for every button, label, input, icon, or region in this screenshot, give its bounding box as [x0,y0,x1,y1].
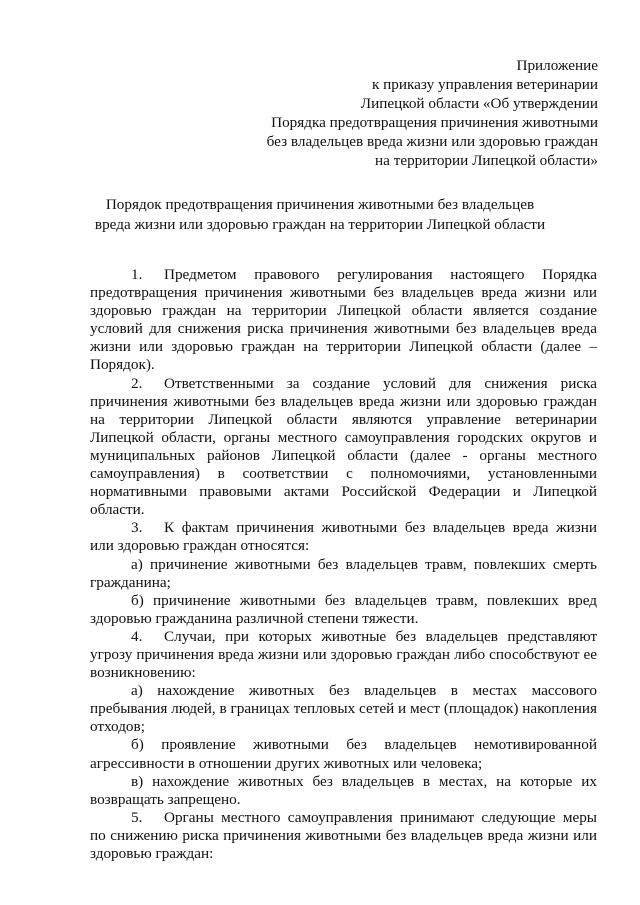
title-line: Порядок предотвращения причинения животными без владельцев [105,196,535,213]
appendix-line: без владельцев вреда жизни или здоровью граждан [266,133,598,150]
appendix-header [218,56,598,170]
section-3 [90,519,597,555]
appendix-line: Приложение [516,57,598,74]
appendix-line: Порядка предотвращения причинения животными [271,114,598,131]
section-text: К фактам причинения животными без владельцев вреда жизни или здоровью граждан относятся: [90,519,597,555]
appendix-line: к приказу управления ветеринарии [371,76,598,93]
section-text: Органы местного самоуправления принимают следующие меры по снижению риска причинения животными без владельцев вреда жизни или здоровью граждан: [90,808,597,862]
document-title [60,195,580,235]
appendix-line: Липецкой области «Об утверждении [360,95,598,112]
section-2 [90,375,597,520]
list-item: а) причинение животными без владельцев травм, повлекших смерть гражданина; [90,555,597,591]
list-item: б) проявление животными без владельцев немотивированной агрессивности в отношении других животных или человека; [90,736,597,772]
section-1 [90,266,597,375]
section-number: 2. [131,374,143,392]
title-line: вреда жизни или здоровью граждан на территории Липецкой области [94,216,546,233]
section-number: 5. [131,808,143,826]
section-text: Ответственными за создание условий для снижения риска причинения животными без владельцев вреда жизни или здоровью граждан на территории Липецкой области являются управление ветеринарии Липецкой области, органы местного самоуправления городских округов и муниципальных районов Липецкой области (далее - органы местного самоуправления) в соответствии с полномочиями, установленными нормативными правовыми актами Российской Федерации и Липецкой области. [90,374,597,519]
section-number: 3. [131,519,143,537]
appendix-line: на территории Липецкой области» [375,152,598,169]
list-item: в) нахождение животных без владельцев в местах, на которые их возвращать запрещено. [90,772,597,808]
section-4 [90,628,597,682]
section-text: Случаи, при которых животные без владельцев представляют угрозу причинения вреда жизни или здоровью граждан либо способствуют ее возникновению: [90,627,597,682]
list-item: б) причинение животными без владельцев травм, повлекших вред здоровью гражданина различной степени тяжести. [90,591,597,627]
section-text: Предметом правового регулирования настоящего Порядка предотвращения причинения животными без владельцев вреда жизни или здоровью граждан на территории Липецкой области является создание условий для снижения риска причинения животными без владельцев вреда жизни или здоровью граждан на территории Липецкой области (далее – Порядок). [90,266,597,374]
list-item: а) нахождение животных без владельцев в местах массового пребывания людей, в границах тепловых сетей и мест (площадок) накопления отходов; [90,682,597,736]
section-number: 1. [131,266,143,283]
section-number: 4. [131,627,143,645]
document-body [90,266,597,863]
section-5 [90,809,597,863]
